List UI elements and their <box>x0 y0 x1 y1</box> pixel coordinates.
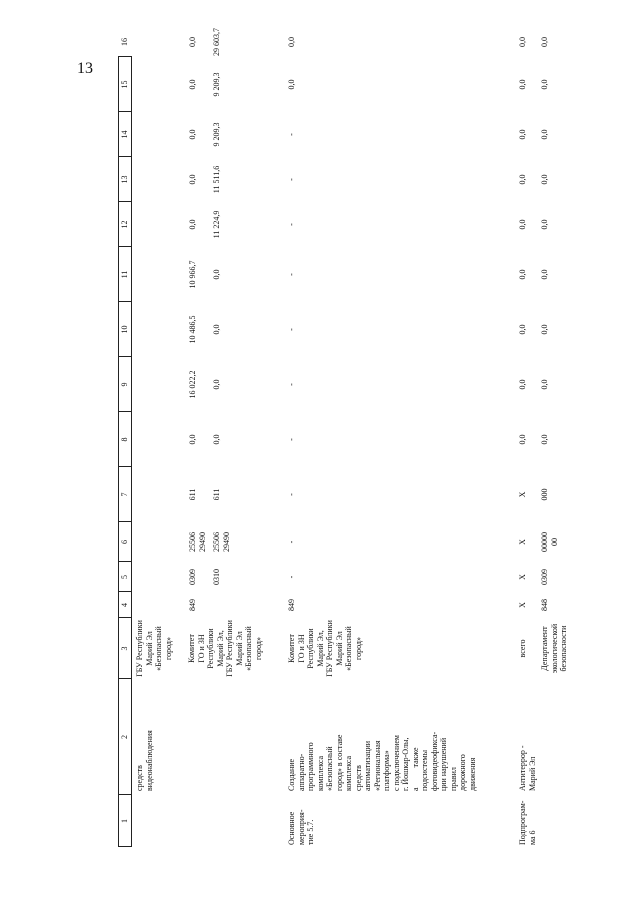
cell-text: 9 209,3 <box>212 72 221 97</box>
col-header: 4 <box>120 603 129 607</box>
cell-text: 0,0 <box>287 79 296 90</box>
cell-text: всего <box>518 639 527 658</box>
cell-text: 0,0 <box>287 37 296 47</box>
col-header: 12 <box>120 220 129 229</box>
cell-text: 0,0 <box>540 37 549 47</box>
cell-text: - <box>287 328 296 331</box>
cell-text: 0,0 <box>518 434 527 445</box>
cell-text: 11 224,9 <box>212 210 221 239</box>
cell-text: 0,0 <box>518 379 527 390</box>
col-header: 8 <box>120 437 129 442</box>
col-header: 15 <box>120 80 129 89</box>
cell-text: 0,0 <box>518 37 527 47</box>
cell-text: 000 <box>540 488 549 501</box>
cell-text: 0,0 <box>518 269 527 280</box>
cell-text: X <box>518 539 527 545</box>
cell-text: - <box>287 223 296 226</box>
cell-text: X <box>518 602 527 608</box>
col-header: 5 <box>120 575 129 579</box>
col-header: 11 <box>120 270 129 279</box>
cell-text: 10 966,7 <box>188 260 197 289</box>
cell-text: 611 <box>188 488 197 501</box>
cell-text: - <box>287 438 296 441</box>
cell-text: 0310 <box>212 569 221 585</box>
cell-text: Антитеррор - Марий Эл <box>518 745 537 791</box>
cell-text: 848 <box>540 599 549 611</box>
cell-text: средств видеонаблюдения <box>135 730 154 791</box>
cell-text: 25506 29490 <box>212 532 231 552</box>
cell-text: Создание аппаратно- программного комплекса «Безопасный город» в составе комплекса средств автоматизации «Региональная платформа» с подключением г. Йошкар-Олы, а также подсистемы фотовидеофикса- ции нарушений правил дорожного движения <box>287 731 477 791</box>
cell-text: 0,0 <box>212 434 221 445</box>
cell-text: 0,0 <box>540 219 549 230</box>
cell-text: X <box>518 491 527 498</box>
cell-text: 0,0 <box>540 129 549 140</box>
cell-text: 0,0 <box>518 174 527 185</box>
col-header: 10 <box>120 325 129 334</box>
cell-text: 0,0 <box>188 79 197 90</box>
cell-text: Департамент экологической безопасности <box>540 623 568 674</box>
page-number: 13 <box>77 60 93 77</box>
cell-text: - <box>287 133 296 136</box>
cell-text: 0,0 <box>188 434 197 445</box>
cell-text: Комитет ГО и ЗН Республики Марий Эл, ГБУ Республики Марий Эл «Безопасный город» <box>287 620 363 677</box>
cell-text: 0,0 <box>188 129 197 140</box>
col-header: 14 <box>120 130 129 139</box>
cell-text: 849 <box>188 599 197 611</box>
col-header: 3 <box>120 646 129 651</box>
cell-text: 0,0 <box>188 174 197 185</box>
cell-text: 0,0 <box>212 379 221 390</box>
cell-text: - <box>287 493 296 496</box>
col-header: 13 <box>120 175 129 184</box>
cell-text: 29 603,7 <box>212 28 221 56</box>
cell-text: Основное мероприя- тие 5.7. <box>287 809 315 845</box>
cell-text: 0,0 <box>540 174 549 185</box>
cell-text: - <box>287 178 296 181</box>
cell-text: 0,0 <box>540 324 549 335</box>
cell-text: 00000 00 <box>540 532 559 552</box>
header-divider <box>131 57 132 847</box>
cell-text: Подпрограм- ма 6 <box>518 800 537 845</box>
col-header: 9 <box>120 382 129 387</box>
cell-text: X <box>518 574 527 580</box>
cell-text: 0,0 <box>188 37 197 47</box>
cell-text: 0,0 <box>540 379 549 390</box>
cell-text: Комитет ГО и ЗН Республики Марий Эл, ГБУ Республики Марий Эл «Безопасный город» <box>187 620 263 677</box>
table-border-top <box>118 57 119 847</box>
cell-text: 0,0 <box>540 269 549 280</box>
cell-text: - <box>287 383 296 386</box>
cell-text: 0,0 <box>188 219 197 230</box>
cell-text: 0309 <box>188 569 197 585</box>
cell-text: 11 511,6 <box>212 165 221 194</box>
col-header: 16 <box>120 38 129 46</box>
cell-text: - <box>287 273 296 276</box>
cell-text: 0,0 <box>518 79 527 90</box>
cell-text: 16 022,2 <box>188 370 197 399</box>
cell-text: - <box>287 575 296 579</box>
cell-text: 0,0 <box>518 324 527 335</box>
col-header: 2 <box>120 735 129 739</box>
cell-text: 0,0 <box>212 324 221 335</box>
cell-text: - <box>287 540 296 544</box>
cell-text: 10 486,5 <box>188 315 197 344</box>
cell-text: 611 <box>212 488 221 501</box>
cell-text: 849 <box>287 599 296 611</box>
cell-text: 0,0 <box>518 219 527 230</box>
col-header: 7 <box>120 492 129 497</box>
cell-text: 0,0 <box>540 434 549 445</box>
cell-text: 0,0 <box>518 129 527 140</box>
col-header: 6 <box>120 540 129 544</box>
cell-text: 0309 <box>540 569 549 585</box>
cell-text: 0,0 <box>212 269 221 280</box>
cell-text: 9 209,3 <box>212 122 221 147</box>
cell-text: 0,0 <box>540 79 549 90</box>
col-header: 1 <box>120 819 129 823</box>
cell-text: ГБУ Республики Марий Эл «Безопасный город» <box>135 620 173 677</box>
cell-text: 25506 29490 <box>188 532 207 552</box>
